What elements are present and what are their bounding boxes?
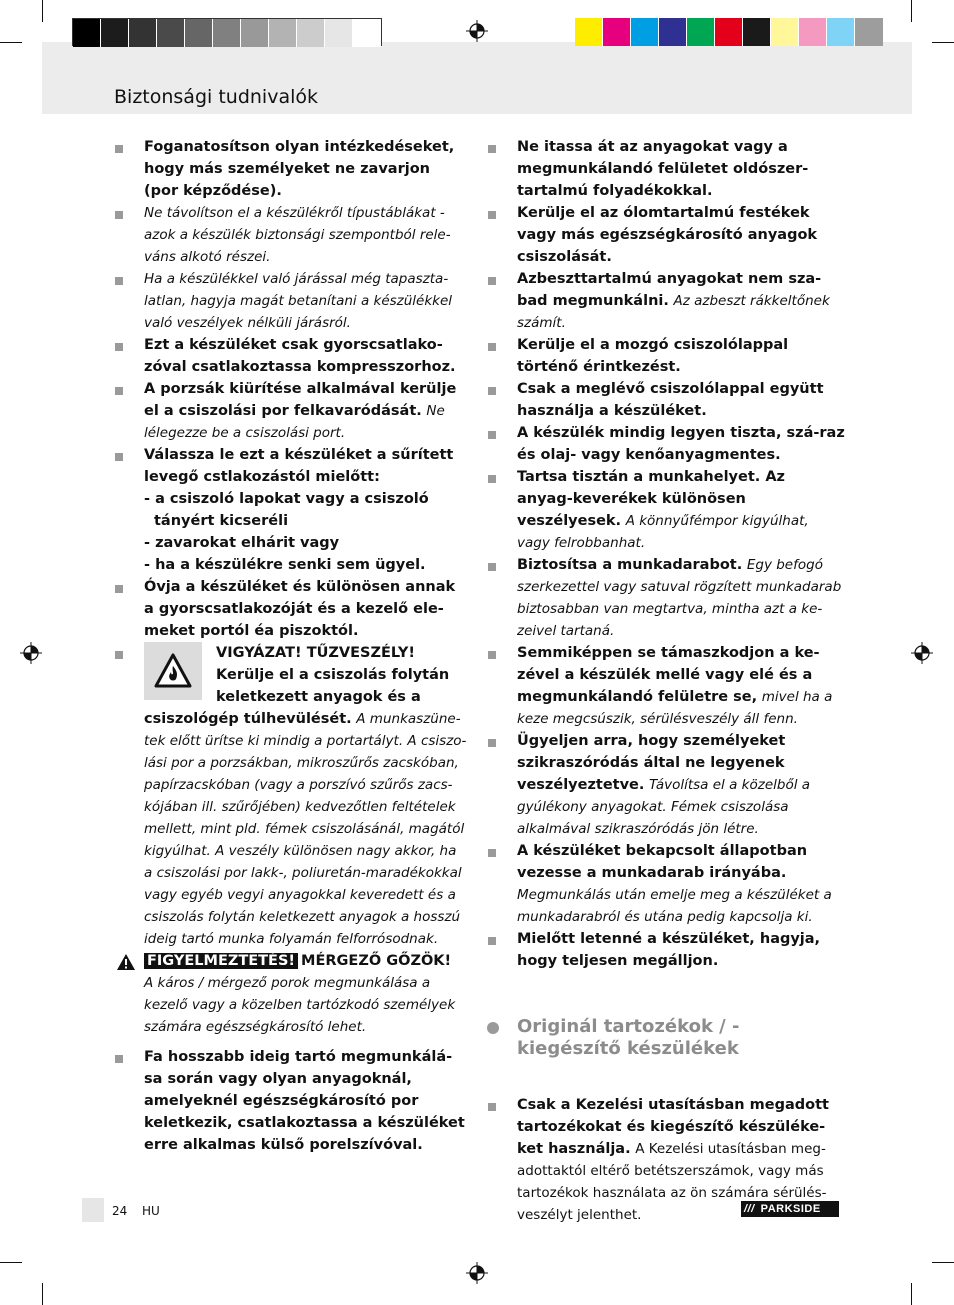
list-item: Kerülje el a mozgó csiszolólappal történő érintkezést. — [485, 334, 845, 378]
color-swatch — [353, 19, 381, 47]
list-item: Csak a Kezelési utasításban megadott tartozékokat és kiegészítő készüléke-ket használja. A Kezelési utasításban meg-adottaktól eltérő betétszerszámok, vagy más tartozékok használata az ön számára sérülés-veszélyt jelenthet. — [485, 1094, 845, 1226]
color-swatch — [659, 18, 687, 46]
color-swatch — [241, 19, 269, 47]
caution-label: FIGYELMEZTETÉS! — [144, 953, 298, 969]
registration-mark-icon — [466, 1262, 488, 1284]
color-swatch — [101, 19, 129, 47]
list-item: Ne itassa át az anyagokat vagy a megmunkálandó felületet oldószer-tartalmú folyadékokkal. — [485, 136, 845, 202]
color-swatch — [297, 19, 325, 47]
page-number-box — [82, 1198, 104, 1222]
color-swatch — [855, 18, 883, 46]
left-column — [112, 136, 468, 1156]
language-code: HU — [142, 1204, 160, 1218]
list-item: A készüléket bekapcsolt állapotban vezesse a munkadarab irányába. Megmunkálás után emelje meg a készüléket a munkadarabról és utána pedig kapcsolja ki. — [485, 840, 845, 928]
color-swatch — [827, 18, 855, 46]
color-swatch — [575, 18, 603, 46]
color-swatch — [687, 18, 715, 46]
registration-mark-icon — [911, 642, 933, 664]
crop-mark — [0, 1262, 22, 1263]
list-item: Ezt a készüléket csak gyorscsatlako-zóval csatlakoztassa kompresszorhoz. — [112, 334, 468, 378]
list-item: Ha a készülékkel való járással még tapaszta-latlan, hagyja magát betanítani a készülékkel való veszélyek nélküli járásról. — [112, 268, 468, 334]
list-item: Ne távolítson el a készülékről típustáblákat - azok a készülék biztonsági szempontból rele-váns alkotó részei. — [112, 202, 468, 268]
registration-mark-icon — [20, 642, 42, 664]
caution-triangle-icon — [116, 953, 136, 971]
list-item: Semmiképpen se támaszkodjon a ke-zével a készülék mellé vagy elé és a megmunkálandó felületre se, mivel ha a keze megcsúszik, sérülésveszély áll fenn. — [485, 642, 845, 730]
color-swatch — [771, 18, 799, 46]
crop-mark — [42, 0, 43, 22]
color-swatch — [73, 19, 101, 47]
color-swatch — [799, 18, 827, 46]
color-swatch — [157, 19, 185, 47]
list-item: Fa hosszabb ideig tartó megmunkálá-sa során vagy olyan anyagoknál, amelyeknél egészségkárosító por keletkezik, csatlakoztassa a készüléket erre alkalmas külső porelszívóval. — [112, 1046, 468, 1156]
color-swatch — [269, 19, 297, 47]
list-item: VIGYÁZAT! TŰZVESZÉLY! Kerülje el a csiszolás folytán keletkezett anyagok és a csiszológép túlhevülését. A munkaszüne-tek előtt ürítse ki mindig a portartályt. A csiszo-lási por a porzsákban, mikroszűrős zacskóban, papírzacskóban (vagy a porszívó szűrős zacs-kójában ill. szűrőjében) kedvezőtlen feltételek mellett, mint pld. fémek csiszolásánál, magától kigyúlhat. A veszély különösen nagy akkor, ha a csiszolási por lakk-, poliuretán-maradékokkal vagy egyéb vegyi anyagokkal keveredett és a csiszolás folytán keletkezett anyagok a hosszú ideig tartó munka folyamán felforrósodnak. — [112, 642, 468, 950]
list-item: Mielőtt letenné a készüléket, hagyja, hogy teljesen megálljon. — [485, 928, 845, 972]
list-item: Tartsa tisztán a munkahelyet. Az anyag-keverékek különösen veszélyesek. A könnyűfémpor kigyúlhat, vagy felrobbanhat. — [485, 466, 845, 554]
crop-mark — [0, 42, 22, 43]
grayscale-color-bar — [72, 18, 382, 46]
color-swatch — [715, 18, 743, 46]
list-item: A készülék mindig legyen tiszta, szá-raz és olaj- vagy kenőanyagmentes. — [485, 422, 845, 466]
list-item: A porzsák kiürítése alkalmával kerülje el a csiszolási por felkavaródását. Ne lélegezze be a csiszolási port. — [112, 378, 468, 444]
color-swatch — [185, 19, 213, 47]
registration-mark-icon — [466, 20, 488, 42]
color-swatch — [631, 18, 659, 46]
color-swatch — [213, 19, 241, 47]
fire-warning-icon — [144, 642, 202, 700]
color-swatch — [743, 18, 771, 46]
right-column — [485, 136, 845, 1226]
crop-mark — [42, 1283, 43, 1305]
list-item: Csak a meglévő csiszolólappal együtt használja a készüléket. — [485, 378, 845, 422]
crop-mark — [911, 1283, 912, 1305]
crop-mark — [932, 1262, 954, 1263]
page-number: 24 — [112, 1204, 128, 1218]
list-item: Kerülje el az ólomtartalmú festékek vagy más egészségkárosító anyagok csiszolását. — [485, 202, 845, 268]
list-item: Óvja a készüléket és különösen annak a gyorscsatlakozóját és a kezelő ele-meket portól éa piszoktól. — [112, 576, 468, 642]
color-swatch — [129, 19, 157, 47]
list-item: Foganatosítson olyan intézkedéseket, hogy más személyeket ne zavarjon (por képződése). — [112, 136, 468, 202]
color-swatch — [325, 19, 353, 47]
list-item: Ügyeljen arra, hogy személyeket szikraszóródás által ne legyenek veszélyeztetve. Távolítsa el a közelből a gyúlékony anyagokat. Fémek csiszolása alkalmával szikraszóródás jön létre. — [485, 730, 845, 840]
section-heading: Originál tartozékok / - kiegészítő készülékek — [485, 1016, 845, 1060]
list-item: Válassza le ezt a készüléket a sűrített levegő cstlakozástól mielőtt: - a csiszoló lapokat vagy a csiszoló tányért kicseréli - zavarokat elhárit vagy - ha a készülékre senki sem ügyel. — [112, 444, 468, 576]
crop-mark — [932, 42, 954, 43]
caution-block: FIGYELMEZTETÉS! MÉRGEZŐ GŐZÖK! A káros / mérgező porok megmunkálása a kezelő vagy a közelben tartózkodó személyek számára egészségkárosító lehet. — [112, 950, 468, 1038]
brand-logo: /// PARKSIDE — [741, 1201, 839, 1217]
fire-warning-block: VIGYÁZAT! TŰZVESZÉLY! Kerülje el a csiszolás folytán keletkezett anyagok és a — [144, 642, 468, 708]
list-item: Azbeszttartalmú anyagokat nem sza-bad megmunkálni. Az azbeszt rákkeltőnek számít. — [485, 268, 845, 334]
page-title: Biztonsági tudnivalók — [114, 86, 318, 108]
color-swatch — [603, 18, 631, 46]
process-color-bar — [575, 18, 883, 46]
list-item: Biztosítsa a munkadarabot. Egy befogó szerkezettel vagy satuval rögzített munkadarab biztosabban van megtartva, mintha azt a ke-zeivel tartaná. — [485, 554, 845, 642]
crop-mark — [911, 0, 912, 22]
header-band — [42, 42, 912, 114]
